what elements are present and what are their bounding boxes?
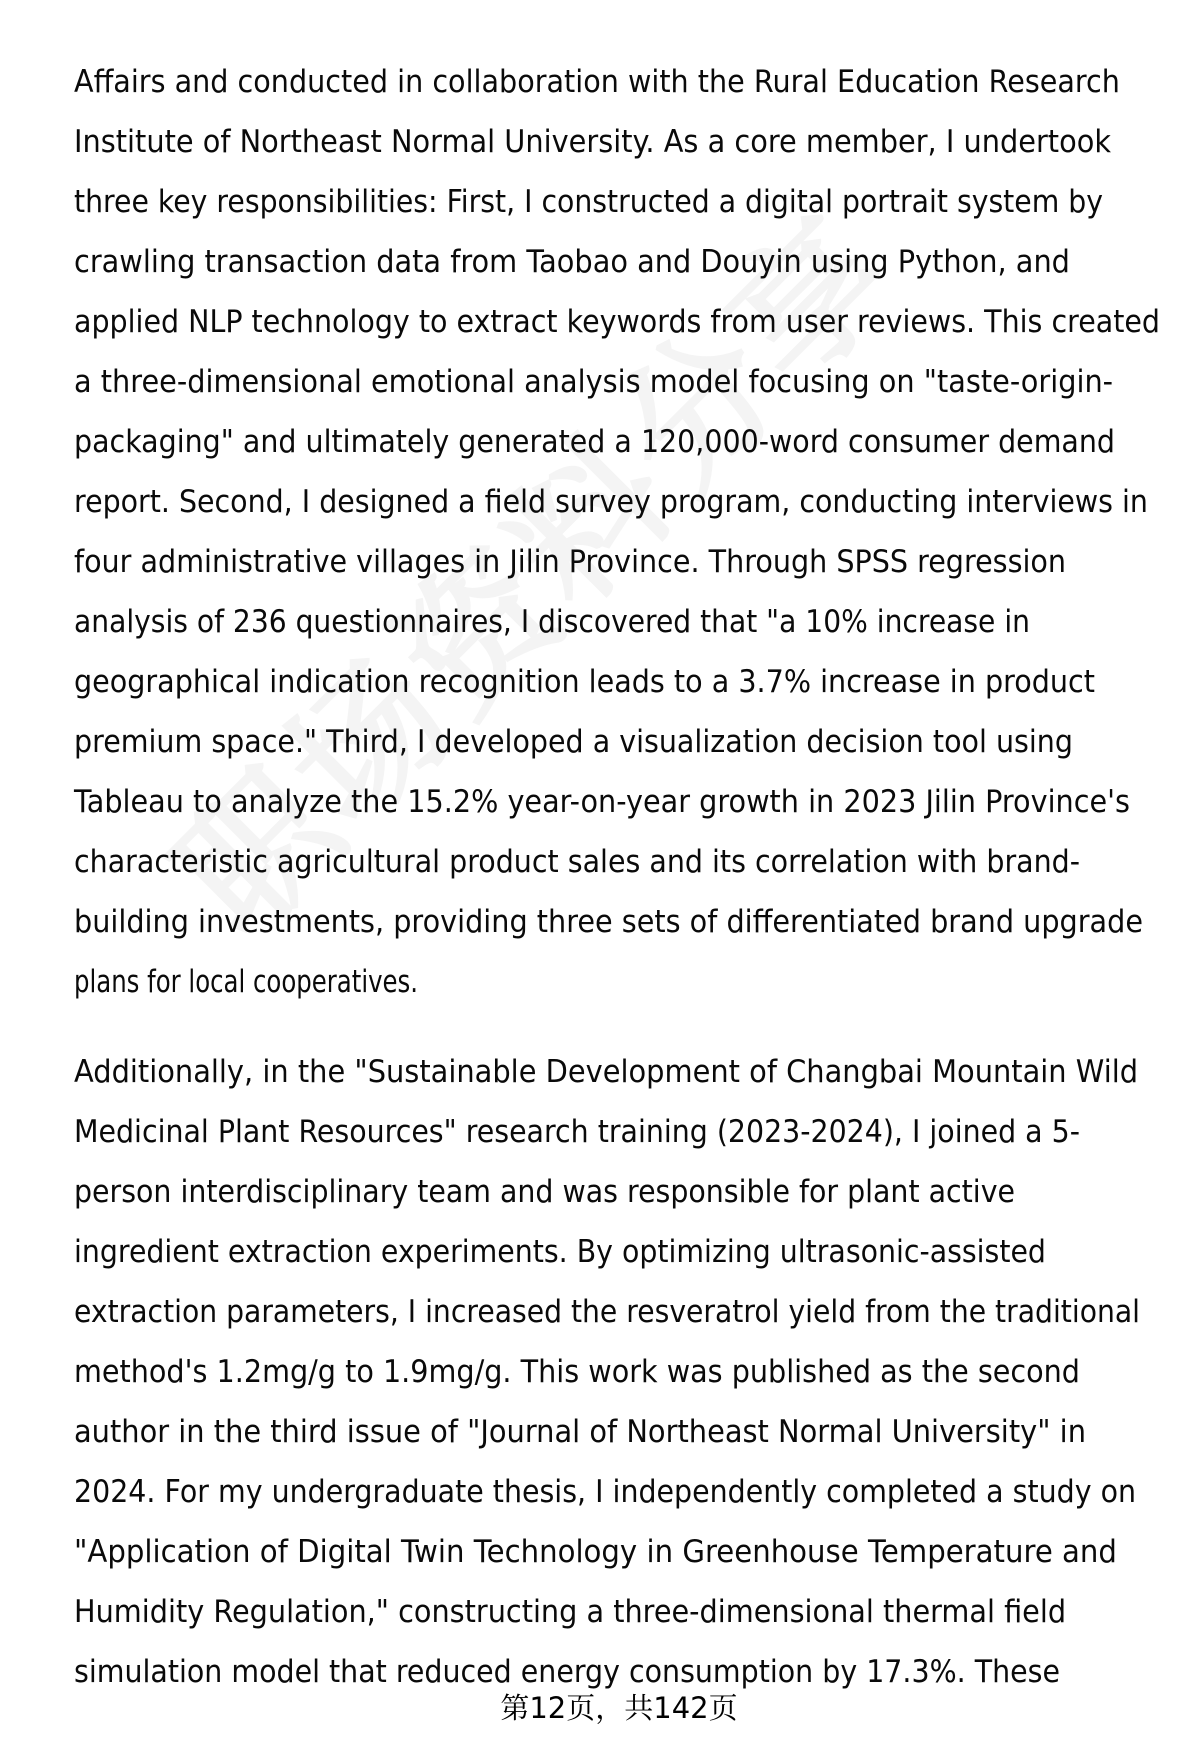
text-line: simulation model that reduced energy consumption by 17.3%. These bbox=[74, 1654, 1060, 1690]
text-line: analysis of 236 questionnaires, I discovered that "a 10% increase in bbox=[74, 604, 1030, 640]
text-line: method's 1.2mg/g to 1.9mg/g. This work was published as the second bbox=[74, 1354, 1080, 1390]
text-line: Affairs and conducted in collaboration with the Rural Education Research bbox=[74, 64, 1120, 100]
text-line: Institute of Northeast Normal University. As a core member, I undertook bbox=[74, 124, 1112, 160]
text-line: crawling transaction data from Taobao and Douyin using Python, and bbox=[74, 244, 1070, 280]
text-line: a three-dimensional emotional analysis model focusing on "taste-origin- bbox=[74, 364, 1114, 400]
page-indicator: 第12页，共142页 bbox=[500, 1691, 738, 1725]
text-line: 2024. For my undergraduate thesis, I independently completed a study on bbox=[74, 1474, 1137, 1510]
text-line: geographical indication recognition leads to a 3.7% increase in product bbox=[74, 664, 1095, 700]
text-line: four administrative villages in Jilin Province. Through SPSS regression bbox=[74, 544, 1067, 580]
text-line: premium space." Third, I developed a visualization decision tool using bbox=[74, 724, 1073, 760]
text-line: author in the third issue of "Journal of Northeast Normal University" in bbox=[74, 1414, 1086, 1450]
text-line: packaging" and ultimately generated a 120,000-word consumer demand bbox=[74, 424, 1116, 460]
text-line: report. Second, I designed a field survey program, conducting interviews in bbox=[74, 484, 1148, 520]
text-line: Humidity Regulation," constructing a three-dimensional thermal field bbox=[74, 1594, 1067, 1630]
text-line: Additionally, in the "Sustainable Development of Changbai Mountain Wild bbox=[74, 1054, 1139, 1090]
text-line: Medicinal Plant Resources" research training (2023-2024), I joined a 5- bbox=[74, 1114, 1080, 1150]
text-line: characteristic agricultural product sales and its correlation with brand- bbox=[74, 844, 1081, 880]
text-line: "Application of Digital Twin Technology in Greenhouse Temperature and bbox=[74, 1534, 1117, 1570]
text-line: ingredient extraction experiments. By optimizing ultrasonic-assisted bbox=[74, 1234, 1046, 1270]
text-line: Tableau to analyze the 15.2% year-on-year growth in 2023 Jilin Province's bbox=[74, 784, 1130, 820]
text-line: applied NLP technology to extract keywords from user reviews. This created bbox=[74, 304, 1160, 340]
text-line: three key responsibilities: First, I constructed a digital portrait system by bbox=[74, 184, 1103, 220]
text-line: plans for local cooperatives. bbox=[74, 964, 419, 1000]
text-line: extraction parameters, I increased the resveratrol yield from the traditional bbox=[74, 1294, 1141, 1330]
text-line: building investments, providing three sets of differentiated brand upgrade bbox=[74, 904, 1144, 940]
text-line: person interdisciplinary team and was responsible for plant active bbox=[74, 1174, 1016, 1210]
